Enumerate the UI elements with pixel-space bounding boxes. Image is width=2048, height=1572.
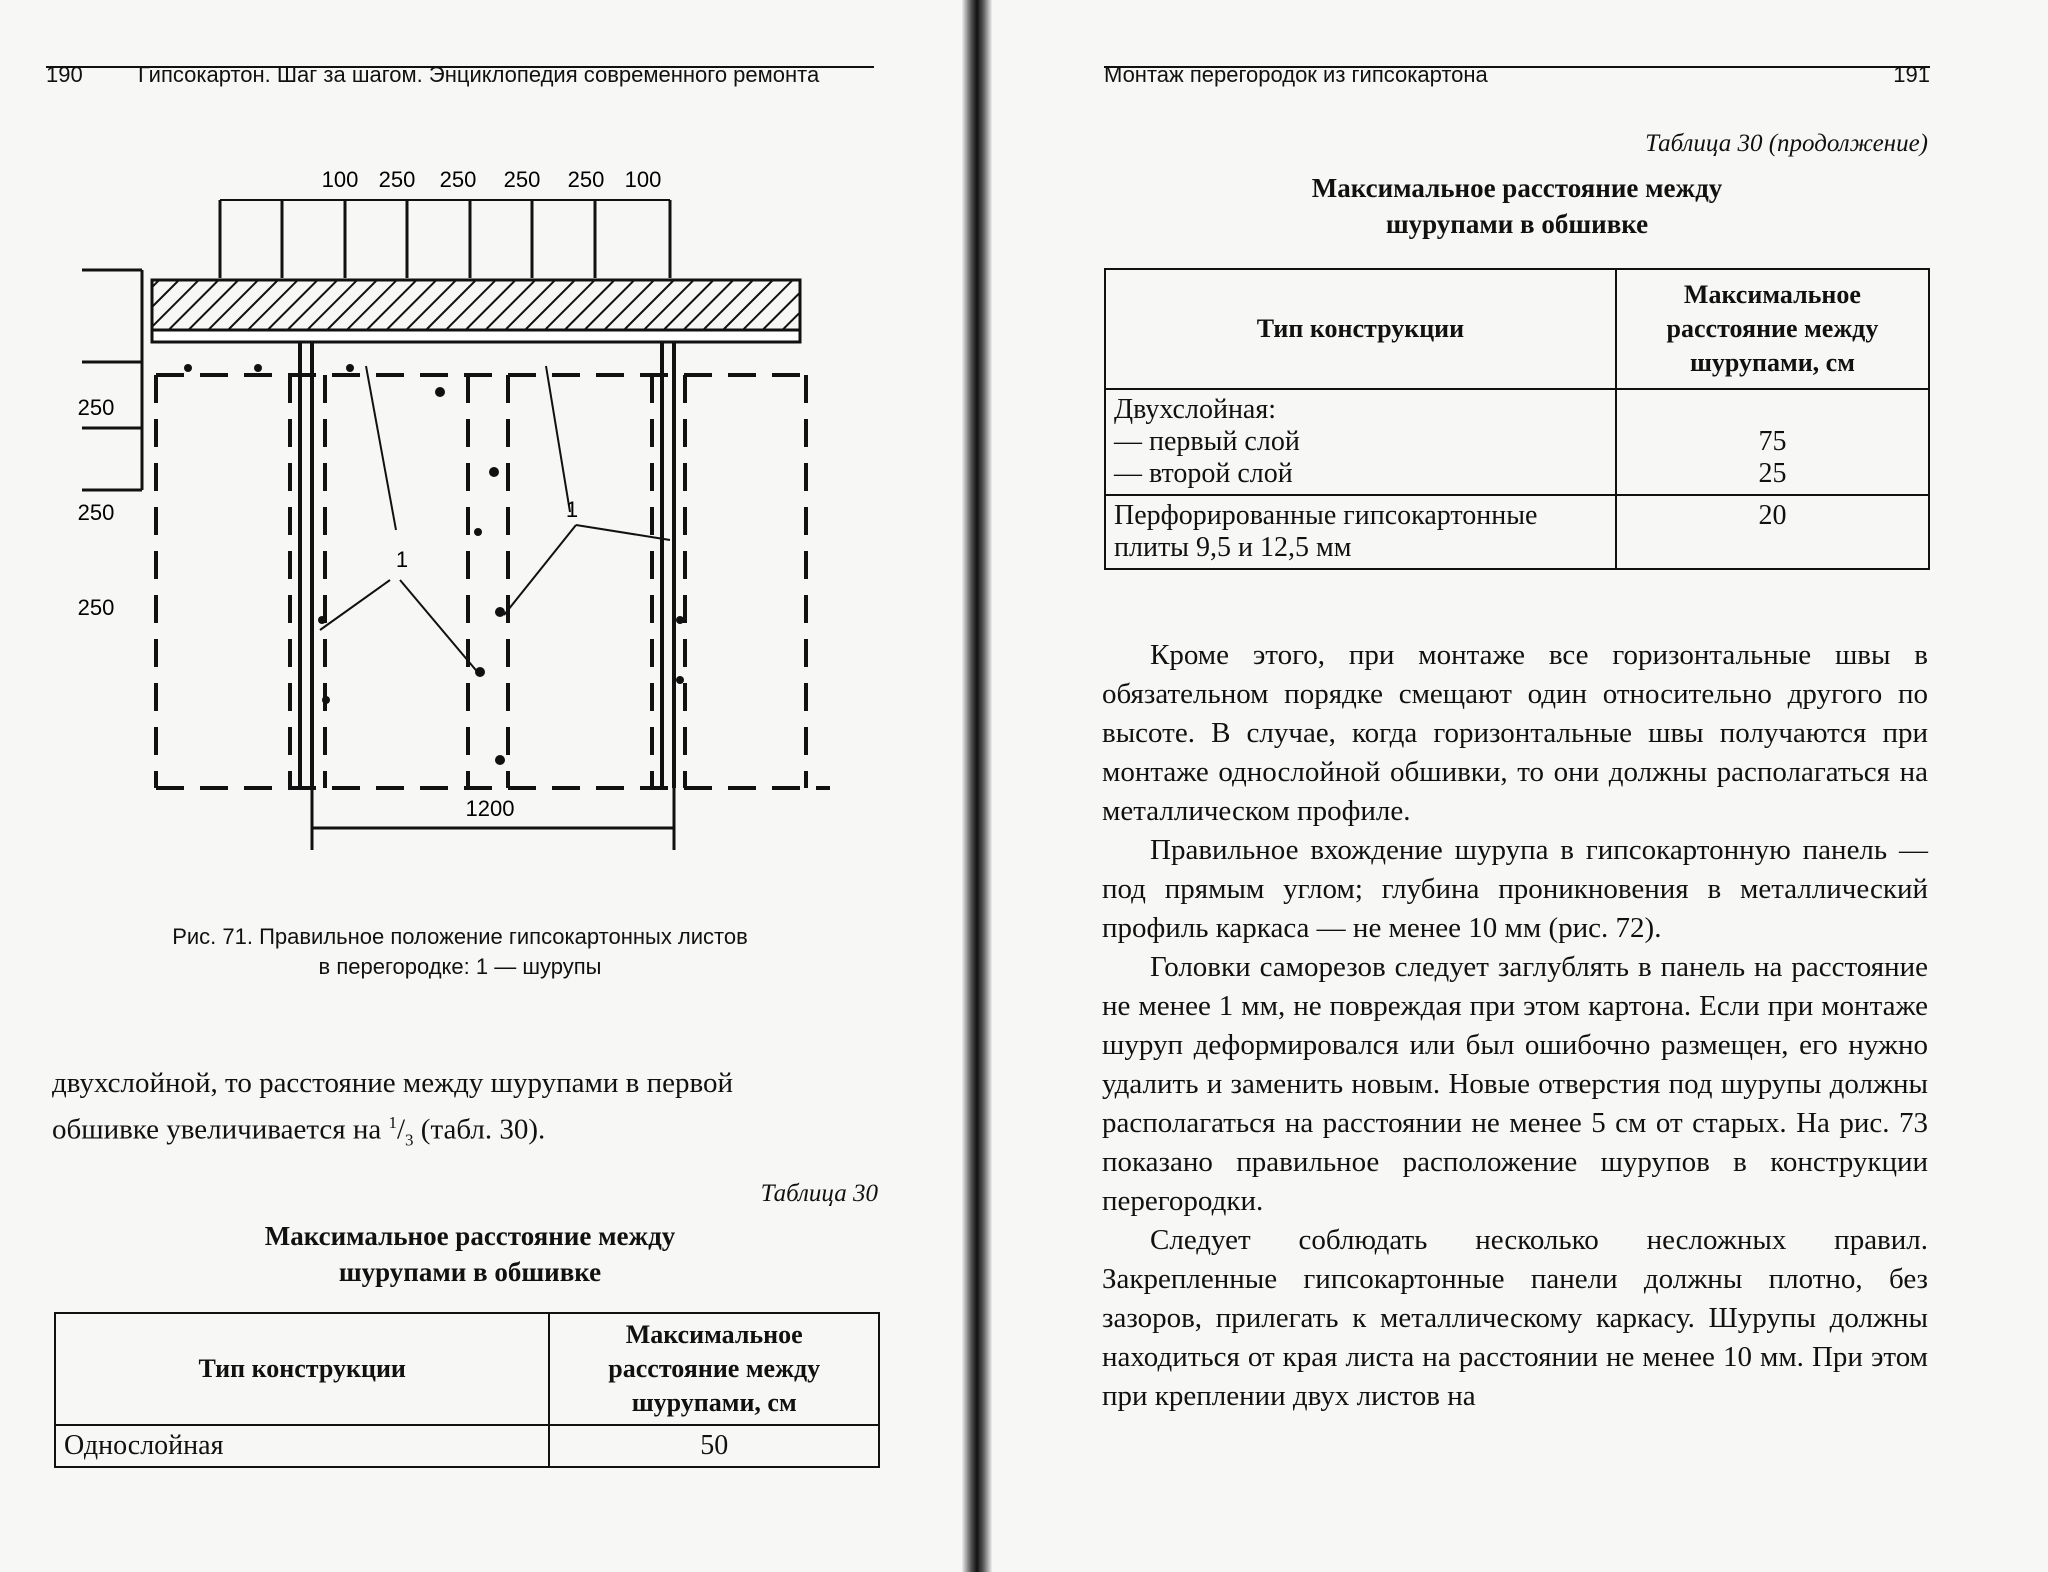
metal-studs bbox=[300, 342, 674, 788]
paragraph: Кроме этого, при монтаже все горизонтальные швы в обязательном порядке смещают один относительно другого по высоте. В случае, когда горизонтальные швы получаются при монтаже однослойной обшивки, то они должны располагаться на металлическом профиле. bbox=[1102, 639, 1928, 827]
row-sub-2: — второй слой bbox=[1114, 458, 1293, 489]
paragraph: Головки саморезов следует заглублять в панель на расстояние не менее 1 мм, не повреждая при этом картона. Если при монтаже шуруп деформировался или был ошибочно размещен, его нужно удалить и заменить новым. Новые отверстия под шурупы должны располагаться на расстоянии не менее 5 см от старых. На рис. 73 показано правильное расположение шурупов в конструкции перегородки. bbox=[1102, 951, 1928, 1217]
figure-caption bbox=[80, 922, 840, 982]
running-header-right bbox=[1104, 62, 1930, 87]
table-label: Таблица 30 bbox=[760, 1180, 878, 1207]
left-dim-2: 250 bbox=[77, 500, 115, 525]
top-dim-6: 100 bbox=[624, 167, 662, 192]
table-label-continued: Таблица 30 (продолжение) bbox=[1645, 130, 1928, 157]
top-dim-3: 250 bbox=[439, 167, 477, 192]
row-sub-1: — первый слой bbox=[1114, 426, 1300, 457]
ceiling-track bbox=[152, 330, 800, 342]
left-dimension-ticks bbox=[82, 270, 142, 490]
table-title bbox=[60, 1218, 880, 1290]
row-value-2: 25 bbox=[1758, 458, 1787, 489]
header-type: Тип конструкции bbox=[55, 1313, 549, 1425]
bottom-dim-label: 1200 bbox=[465, 796, 515, 821]
fraction-numerator: 1 bbox=[388, 1113, 397, 1132]
row-value: 50 bbox=[549, 1425, 879, 1467]
row-type: Перфорированные гипсокартонные плиты 9,5 и 12,5 мм bbox=[1105, 495, 1616, 569]
paragraph: Следует соблюдать несколько несложных правил. Закрепленные гипсокартонные панели должны плотно, без зазоров, прилегать к металлическому каркасу. Шурупы должны находиться от края листа на расстоянии не менее 10 мм. При этом при креплении двух листов на bbox=[1102, 1224, 1928, 1412]
right-body-text bbox=[1102, 636, 1928, 1416]
row-type: Однослойная bbox=[55, 1425, 549, 1467]
top-dim-2: 250 bbox=[378, 167, 416, 192]
row-type bbox=[1105, 389, 1616, 495]
table-30-continued bbox=[1104, 268, 1930, 570]
running-title: Монтаж перегородок из гипсокартона bbox=[1104, 62, 1488, 87]
page-number: 190 bbox=[46, 62, 83, 87]
top-dim-1: 100 bbox=[321, 167, 359, 192]
callout-label-right: 1 bbox=[565, 497, 579, 522]
ceiling-slab bbox=[152, 280, 800, 330]
table-title-line-2: шурупами в обшивке bbox=[1385, 209, 1649, 239]
table-30 bbox=[54, 1312, 880, 1468]
paragraph: Правильное вхождение шурупа в гипсокартонную панель — под прямым углом; глубина проникновения в металлический профиль каркаса — не менее 10 мм (рис. 72). bbox=[1102, 834, 1928, 944]
fraction-denominator: 3 bbox=[405, 1130, 414, 1150]
left-dim-3: 250 bbox=[77, 595, 115, 620]
running-header-left bbox=[46, 62, 874, 87]
row-value-1: 75 bbox=[1758, 426, 1787, 457]
header-distance: Максимальное расстояние между шурупами, см bbox=[1616, 269, 1929, 389]
gypsum-sheet-edges bbox=[156, 375, 830, 788]
table-row bbox=[55, 1425, 879, 1467]
table-header-row bbox=[1105, 269, 1929, 389]
table-title-line-1: Максимальное расстояние между bbox=[264, 1221, 676, 1251]
screw-markers bbox=[184, 364, 684, 765]
row-type-title: Двухслойная: bbox=[1114, 394, 1277, 425]
row-value: 20 bbox=[1616, 495, 1929, 569]
running-title: Гипсокартон. Шаг за шагом. Энциклопедия современного ремонта bbox=[138, 62, 820, 87]
page-number: 191 bbox=[1893, 62, 1930, 87]
left-page bbox=[0, 0, 970, 1572]
top-dim-4: 250 bbox=[503, 167, 541, 192]
line2-start: обшивке увеличивается на bbox=[52, 1113, 389, 1146]
left-paragraph-line-1: двухслойной, то расстояние между шурупами в первой bbox=[52, 1067, 733, 1099]
header-distance: Максимальное расстояние между шурупами, см bbox=[549, 1313, 879, 1425]
left-dim-1: 250 bbox=[77, 395, 115, 420]
row-value bbox=[1616, 389, 1929, 495]
table-row bbox=[1105, 495, 1929, 569]
table-row bbox=[1105, 389, 1929, 495]
table-header-row bbox=[55, 1313, 879, 1425]
callout-label-left: 1 bbox=[395, 547, 409, 572]
caption-line-2: в перегородке: 1 — шурупы bbox=[318, 954, 602, 979]
figure-71-diagram bbox=[60, 160, 860, 860]
table-title bbox=[1104, 170, 1930, 242]
table-title-line-2: шурупами в обшивке bbox=[338, 1257, 602, 1287]
line2-end: (табл. 30). bbox=[413, 1113, 546, 1146]
left-paragraph bbox=[52, 1064, 876, 1159]
left-paragraph-line-2: обшивке увеличивается на $^1/_3$ (табл. 30). bbox=[52, 1113, 546, 1150]
right-page bbox=[1000, 0, 2048, 1572]
table-title-line-1: Максимальное расстояние между bbox=[1311, 173, 1723, 203]
header-type: Тип конструкции bbox=[1105, 269, 1616, 389]
top-dimension-ticks bbox=[220, 200, 670, 278]
caption-line-1: Рис. 71. Правильное положение гипсокартонных листов bbox=[172, 924, 748, 949]
callout-leaders bbox=[320, 366, 670, 675]
top-dim-5: 250 bbox=[567, 167, 605, 192]
